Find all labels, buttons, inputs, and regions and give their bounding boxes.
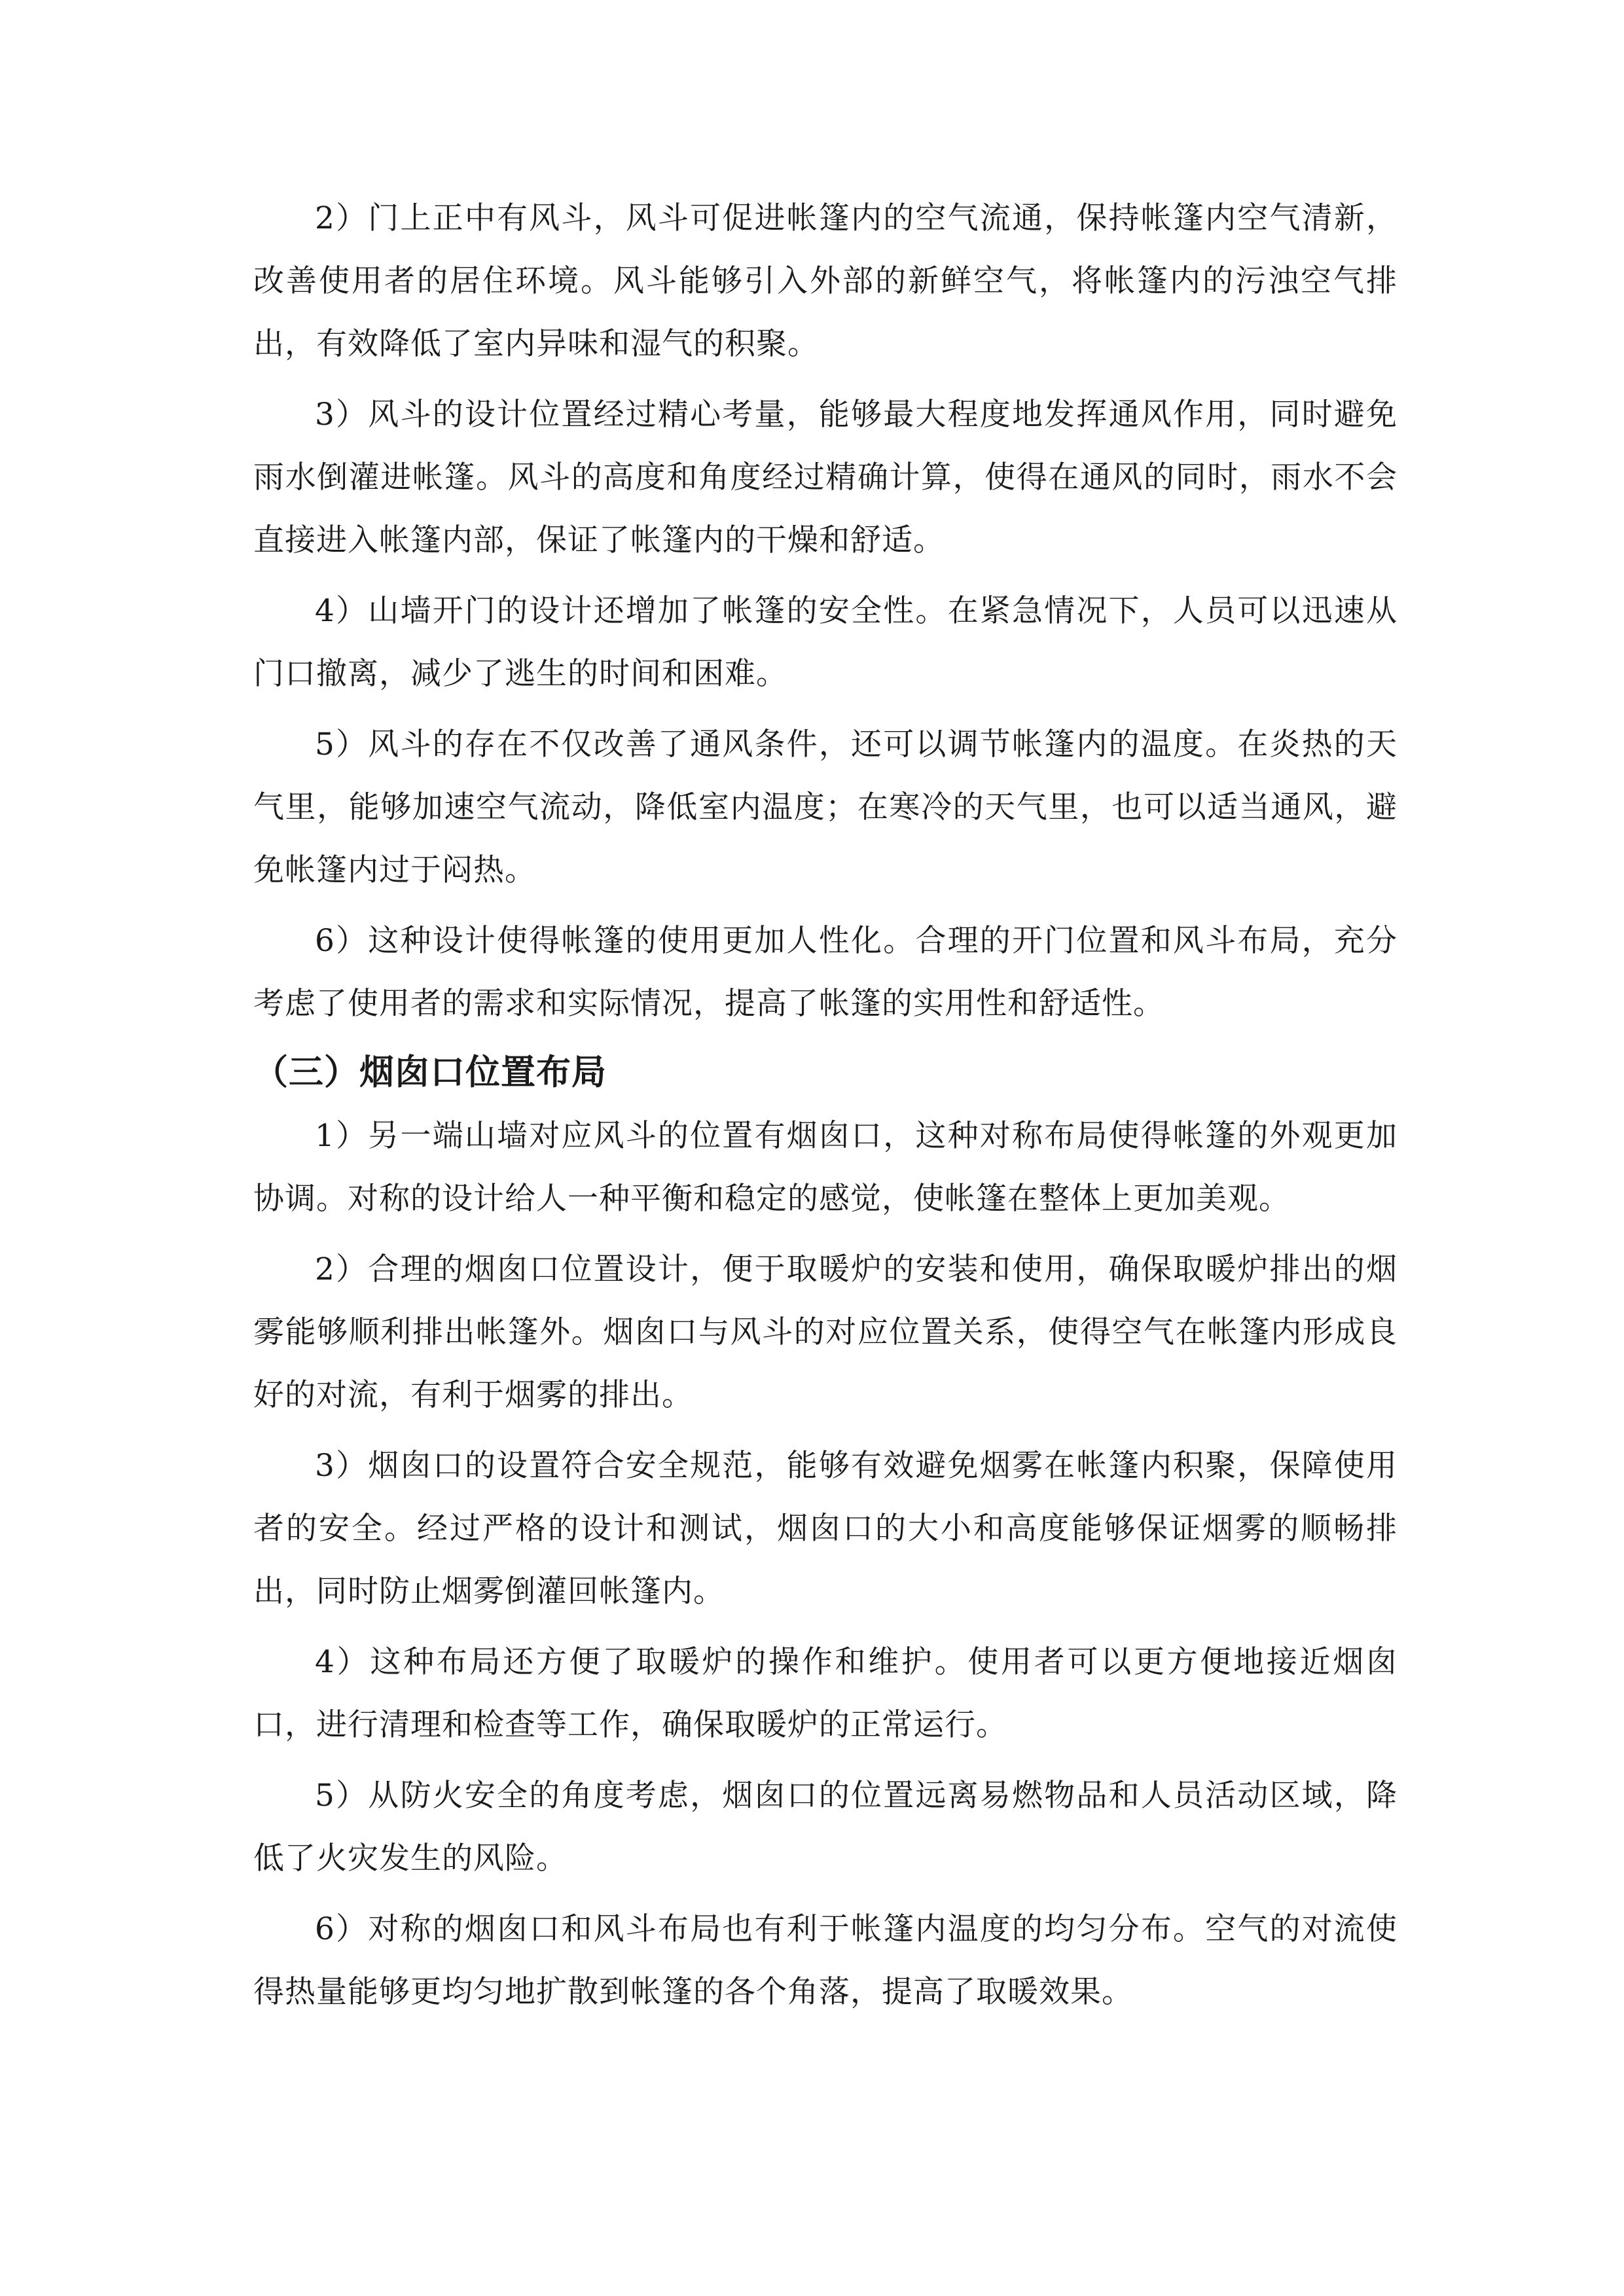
paragraph-chimney-2: 2）合理的烟囱口位置设计，便于取暖炉的安装和使用，确保取暖炉排出的烟雾能够顺利排出帐篷外。烟囱口与风斗的对应位置关系，使得空气在帐篷内形成良好的对流，有利于烟雾的排出。 xyxy=(253,1251,1398,1413)
paragraph-chimney-1: 1）另一端山墙对应风斗的位置有烟囱口，这种对称布局使得帐篷的外观更加协调。对称的设计给人一种平衡和稳定的感觉，使帐篷在整体上更加美观。 xyxy=(253,1118,1398,1217)
paragraph-ventilator-5: 5）风斗的存在不仅改善了通风条件，还可以调节帐篷内的温度。在炎热的天气里，能够加速空气流动，降低室内温度；在寒冷的天气里，也可以适当通风，避免帐篷内过于闷热。 xyxy=(253,726,1398,888)
paragraph-chimney-5: 5）从防火安全的角度考虑，烟囱口的位置远离易燃物品和人员活动区域，降低了火灾发生的风险。 xyxy=(253,1778,1398,1876)
section-heading-chimney: （三）烟囱口位置布局 xyxy=(253,1052,607,1092)
paragraph-chimney-6: 6）对称的烟囱口和风斗布局也有利于帐篷内温度的均匀分布。空气的对流使得热量能够更均匀地扩散到帐篷的各个角落，提高了取暖效果。 xyxy=(253,1911,1398,2010)
paragraph-ventilator-3: 3）风斗的设计位置经过精心考量，能够最大程度地发挥通风作用，同时避免雨水倒灌进帐篷。风斗的高度和角度经过精确计算，使得在通风的同时，雨水不会直接进入帐篷内部，保证了帐篷内的干燥和舒适。 xyxy=(253,397,1398,558)
paragraph-ventilator-2: 2）门上正中有风斗，风斗可促进帐篷内的空气流通，保持帐篷内空气清新，改善使用者的居住环境。风斗能够引入外部的新鲜空气，将帐篷内的污浊空气排出，有效降低了室内异味和湿气的积聚。 xyxy=(253,200,1398,362)
paragraph-ventilator-6: 6）这种设计使得帐篷的使用更加人性化。合理的开门位置和风斗布局，充分考虑了使用者的需求和实际情况，提高了帐篷的实用性和舒适性。 xyxy=(253,923,1398,1022)
document-body xyxy=(253,187,1398,2032)
paragraph-ventilator-4: 4）山墙开门的设计还增加了帐篷的安全性。在紧急情况下，人员可以迅速从门口撤离，减少了逃生的时间和困难。 xyxy=(253,593,1398,692)
paragraph-chimney-4: 4）这种布局还方便了取暖炉的操作和维护。使用者可以更方便地接近烟囱口，进行清理和检查等工作，确保取暖炉的正常运行。 xyxy=(253,1644,1398,1743)
paragraph-chimney-3: 3）烟囱口的设置符合安全规范，能够有效避免烟雾在帐篷内积聚，保障使用者的安全。经过严格的设计和测试，烟囱口的大小和高度能够保证烟雾的顺畅排出，同时防止烟雾倒灌回帐篷内。 xyxy=(253,1448,1398,1609)
